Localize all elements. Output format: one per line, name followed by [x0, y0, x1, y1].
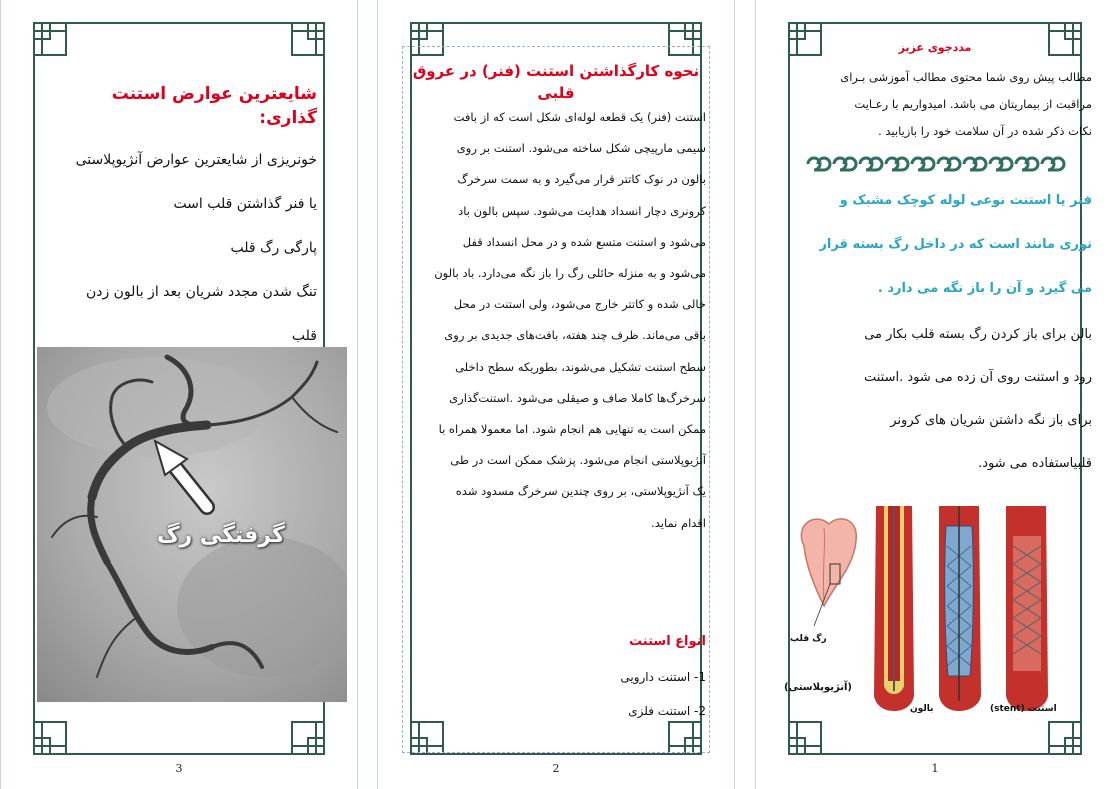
corner-ornament	[1048, 721, 1082, 755]
balloon-line: برای باز نگه داشتن شریان های کرونر	[890, 413, 1092, 428]
paragraph-line: می‌شود و استنت متسع شده و در محل انسداد قفل	[462, 234, 706, 249]
definition-line: توری مانند است که در داخل رگ بسته قرار	[819, 237, 1092, 252]
page-number: 3	[175, 762, 183, 775]
balloon-line: قلبیاستفاده می شود.	[978, 456, 1092, 471]
paragraph-line: اقدام نماید.	[651, 515, 706, 530]
paragraph-line: استنت (فنر) یک قطعه لوله‌ای شکل است که از بافت	[453, 110, 706, 124]
definition-line: می گیرد و آن را باز نگه می دارد .	[877, 281, 1092, 296]
corner-ornament	[33, 721, 67, 755]
corner-ornament	[291, 22, 325, 56]
paragraph-line: کرونری دچار انسداد هدایت می‌شود. سپس بالون باد	[458, 203, 706, 218]
page-number: 2	[552, 762, 560, 775]
paragraph-line: سطح استنت تشکیل می‌شوند، بطوریکه سطح داخلی	[455, 359, 706, 374]
stent-illustration	[784, 506, 1086, 721]
intro-line: مطالب پیش روی شما محتوی مطالب آموزشی بـرای	[840, 70, 1092, 84]
paragraph-line: سیمی مارپیچی شکل ساخته می‌شود. استنت بر روی	[456, 141, 706, 156]
balloon-line: رود و استنت روی آن زده می شود .استنت	[863, 370, 1092, 385]
page-title: شایعترین عوارض استنت گذاری:	[111, 84, 317, 128]
paragraph-line: ممکن است به تنهایی هم انجام شود. اما معمولا همراه با	[438, 422, 706, 437]
section-heading: انواع استنت	[629, 634, 706, 649]
intro-line: مراقبت از بیماریتان می باشد. امیدواریم با رعـایت	[854, 97, 1092, 111]
heart-icon	[801, 519, 856, 626]
complication-line: خونریزی از شایعترین عوارض آنژیوپلاستی	[75, 152, 317, 168]
paragraph-line: می‌شود و به منزله حائلی رگ را باز نگه می‌دارد. باد بالون	[434, 266, 706, 281]
greeting: مددجوی عزیز	[898, 41, 972, 54]
paragraph-line: سرخرگ‌ها کاملا صاف و صیقلی می‌شود .استنت‌گذاری	[449, 390, 706, 405]
complication-line: یا فنر گذاشتن قلب است	[173, 196, 317, 212]
complication-line: تنگ شدن مجدد شریان بعد از بالون زدن	[85, 284, 317, 300]
ornament-divider	[778, 153, 1092, 175]
corner-ornament	[788, 721, 822, 755]
paragraph-line: خالی شده و کاتتر خارج می‌شود، ولی استنت در محل	[453, 297, 706, 312]
page-title: نحوه کارگذاشتن استنت (فنر) در عروق قلبی	[412, 62, 700, 102]
label-vessel: رگ قلب	[790, 634, 827, 644]
list-item: 1- استنت دارویی	[620, 670, 706, 684]
image-caption: گرفتگی رگ	[157, 523, 285, 548]
paragraph-line: یک آنژیوپلاستی، بر روی چندین سرخرگ مسدود شده	[455, 484, 706, 499]
list-item: 2- استنت فلزی	[628, 704, 706, 718]
body-text	[406, 102, 706, 539]
paragraph-line: بالون در نوک کاتتر قرار می‌گیرد و به سمت سرخرگ	[457, 172, 706, 187]
label-balloon: بالون	[910, 704, 934, 714]
paragraph-line: آنژیوپلاستی انجام می‌شود. پزشک ممکن است در طی	[450, 453, 706, 468]
definition-line: فنر یا استنت نوعی لوله کوچک مشبک و	[839, 193, 1092, 208]
corner-ornament	[33, 22, 67, 56]
label-stent: استنت (stent)	[990, 704, 1057, 714]
label-angioplasty: (آنژیوپلاستی)	[784, 682, 852, 693]
corner-ornament	[291, 721, 325, 755]
balloon-line: بالن برای باز کردن رگ بسته قلب بکار می	[864, 327, 1092, 342]
intro-line: نکات ذکر شده در آن سلامت خود را بازیابید .	[878, 124, 1092, 138]
angiogram-image	[37, 347, 347, 702]
complication-line: پارگی رگ قلب	[230, 240, 317, 256]
paragraph-line: باقی می‌ماند. ظرف چند هفته، بافت‌های جدیدی بر روی	[444, 328, 706, 343]
page-2	[377, 0, 735, 789]
page-1	[755, 0, 1114, 789]
page-number: 1	[931, 762, 939, 775]
complication-line: قلب	[291, 328, 317, 344]
page-3	[0, 0, 358, 789]
